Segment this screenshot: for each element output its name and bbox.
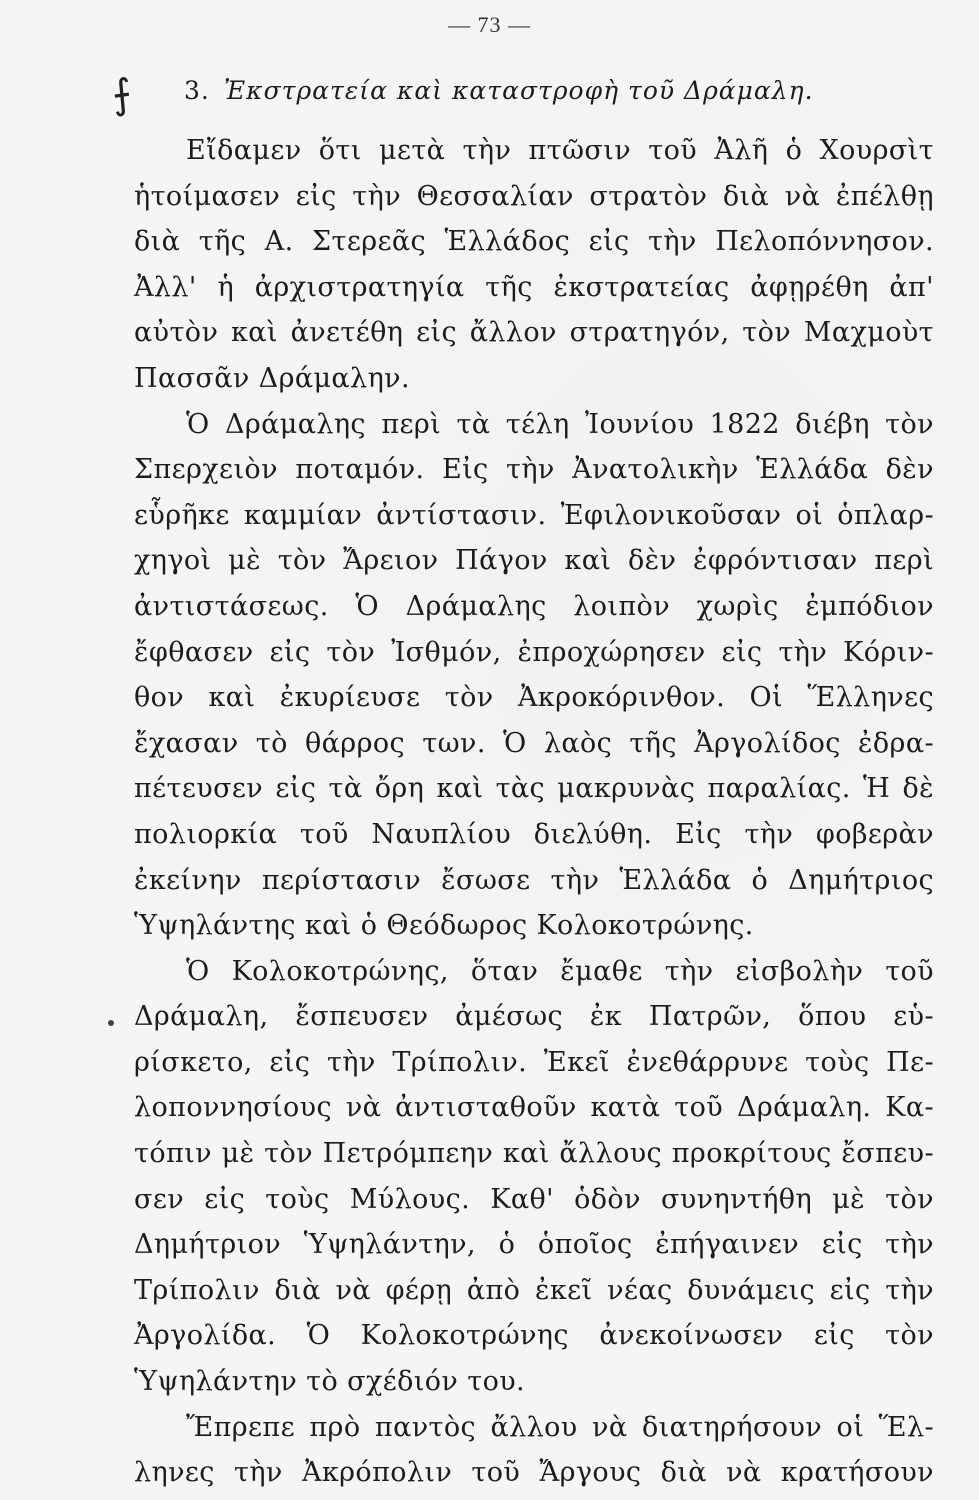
text-line: Ἔπρεπε πρὸ παντὸς ἄλλου νὰ διατηρήσουν οἱ Ἕλ-	[186, 1411, 934, 1443]
text-line: πέτευσεν εἰς τὰ ὄρη καὶ τὰς μακρυνὰς παραλίας. Ἡ δὲ	[134, 773, 934, 805]
margin-pencil-mark-icon: ⨍	[108, 70, 136, 119]
text-line: ἡτοίμασεν εἰς τὴν Θεσσαλίαν στρατὸν διὰ νὰ ἐπέλθῃ	[134, 180, 934, 212]
text-line: θον καὶ ἐκυρίευσε τὸν Ἀκροκόρινθον. Οἱ Ἕλληνες	[134, 682, 934, 714]
text-line: ἀντιστάσεως. Ὁ Δράμαλης λοιπὸν χωρὶς ἐμπόδιον	[134, 590, 934, 622]
text-line: χηγοὶ μὲ τὸν Ἄρειον Πάγον καὶ δὲν ἐφρόντισαν περὶ	[134, 545, 934, 577]
text-line: Εἴδαμεν ὅτι μετὰ τὴν πτῶσιν τοῦ Ἀλῆ ὁ Χουρσὶτ	[186, 135, 934, 166]
text-line: Πασσᾶν Δράμαλην.	[134, 362, 410, 394]
text-line: λοποννησίους νὰ ἀντισταθοῦν κατὰ τοῦ Δράμαλη. Κα-	[134, 1092, 934, 1124]
text-line: Ὁ Κολοκοτρώνης, ὅταν ἔμαθε τὴν εἰσβολὴν τοῦ	[186, 955, 934, 987]
text-line: σεν εἰς τοὺς Μύλους. Καθ' ὁδὸν συνηντήθη μὲ τὸν	[134, 1183, 934, 1215]
text-line: Σπερχειὸν ποταμόν. Εἰς τὴν Ἀνατολικὴν Ἑλλάδα δὲν	[134, 454, 934, 486]
text-line: Ἀργολίδα. Ὁ Κολοκοτρώνης ἀνεκοίνωσεν εἰς τὸν	[134, 1320, 934, 1352]
page-number: — 73 —	[448, 12, 531, 37]
text-line: Δημήτριον Ὑψηλάντην, ὁ ὁποῖος ἐπήγαινεν εἰς τὴν	[134, 1229, 934, 1261]
section-heading	[184, 76, 814, 105]
text-line: Ὑψηλάντης καὶ ὁ Θεόδωρος Κολοκοτρώνης.	[134, 910, 754, 942]
text-line: αὐτὸν καὶ ἀνετέθη εἰς ἄλλον στρατηγόν, τὸν Μαχμοὺτ	[134, 317, 934, 349]
text-line: εὗρῆκε καμμίαν ἀντίστασιν. Ἐφιλονικοῦσαν οἱ ὁπλαρ-	[134, 499, 934, 531]
text-line: ἐκείνην περίστασιν ἔσωσε τὴν Ἑλλάδα ὁ Δημήτριος	[134, 864, 934, 896]
text-line: Ὁ Δράμαλης περὶ τὰ τέλη Ἰουνίου 1822 διέβη τὸν	[186, 408, 934, 440]
text-line: ἔφθασεν εἰς τὸν Ἰσθμόν, ἐπροχώρησεν εἰς τὴν Κόριν-	[134, 636, 934, 668]
text-line: ἔχασαν τὸ θάρρος των. Ὁ λαὸς τῆς Ἀργολίδος ἐδρα-	[134, 727, 934, 759]
text-line: ληνες τὴν Ἀκρόπολιν τοῦ Ἄργους διὰ νὰ κρατήσουν	[134, 1457, 934, 1489]
body-text	[134, 128, 934, 1496]
text-line: Ἀλλ' ἡ ἀρχιστρατηγία τῆς ἐκστρατείας ἀφῃρέθη ἀπ'	[134, 271, 934, 303]
text-line: Δράμαλη, ἔσπευσεν ἀμέσως ἐκ Πατρῶν, ὅπου εὑ-	[134, 1001, 934, 1033]
section-title: Ἐκστρατεία καὶ καταστροφὴ τοῦ Δράμαλη.	[223, 76, 814, 105]
text-line: Ὑψηλάντην τὸ σχέδιόν του.	[134, 1366, 526, 1398]
margin-dot-mark-icon	[108, 1020, 114, 1026]
text-line: ρίσκετο, εἰς τὴν Τρίπολιν. Ἐκεῖ ἐνεθάρρυνε τοὺς Πε-	[134, 1046, 934, 1078]
text-line: διὰ τῆς Α. Στερεᾶς Ἑλλάδος εἰς τὴν Πελοπόννησον.	[134, 226, 934, 258]
section-number: 3.	[184, 76, 210, 105]
text-line: τόπιν μὲ τὸν Πετρόμπεην καὶ ἄλλους προκρίτους ἔσπευ-	[134, 1138, 934, 1170]
text-line: πολιορκία τοῦ Ναυπλίου διελύθη. Εἰς τὴν φοβερὰν	[134, 818, 934, 850]
text-line: Τρίπολιν διὰ νὰ φέρῃ ἀπὸ ἐκεῖ νέας δυνάμεις εἰς τὴν	[134, 1274, 934, 1306]
